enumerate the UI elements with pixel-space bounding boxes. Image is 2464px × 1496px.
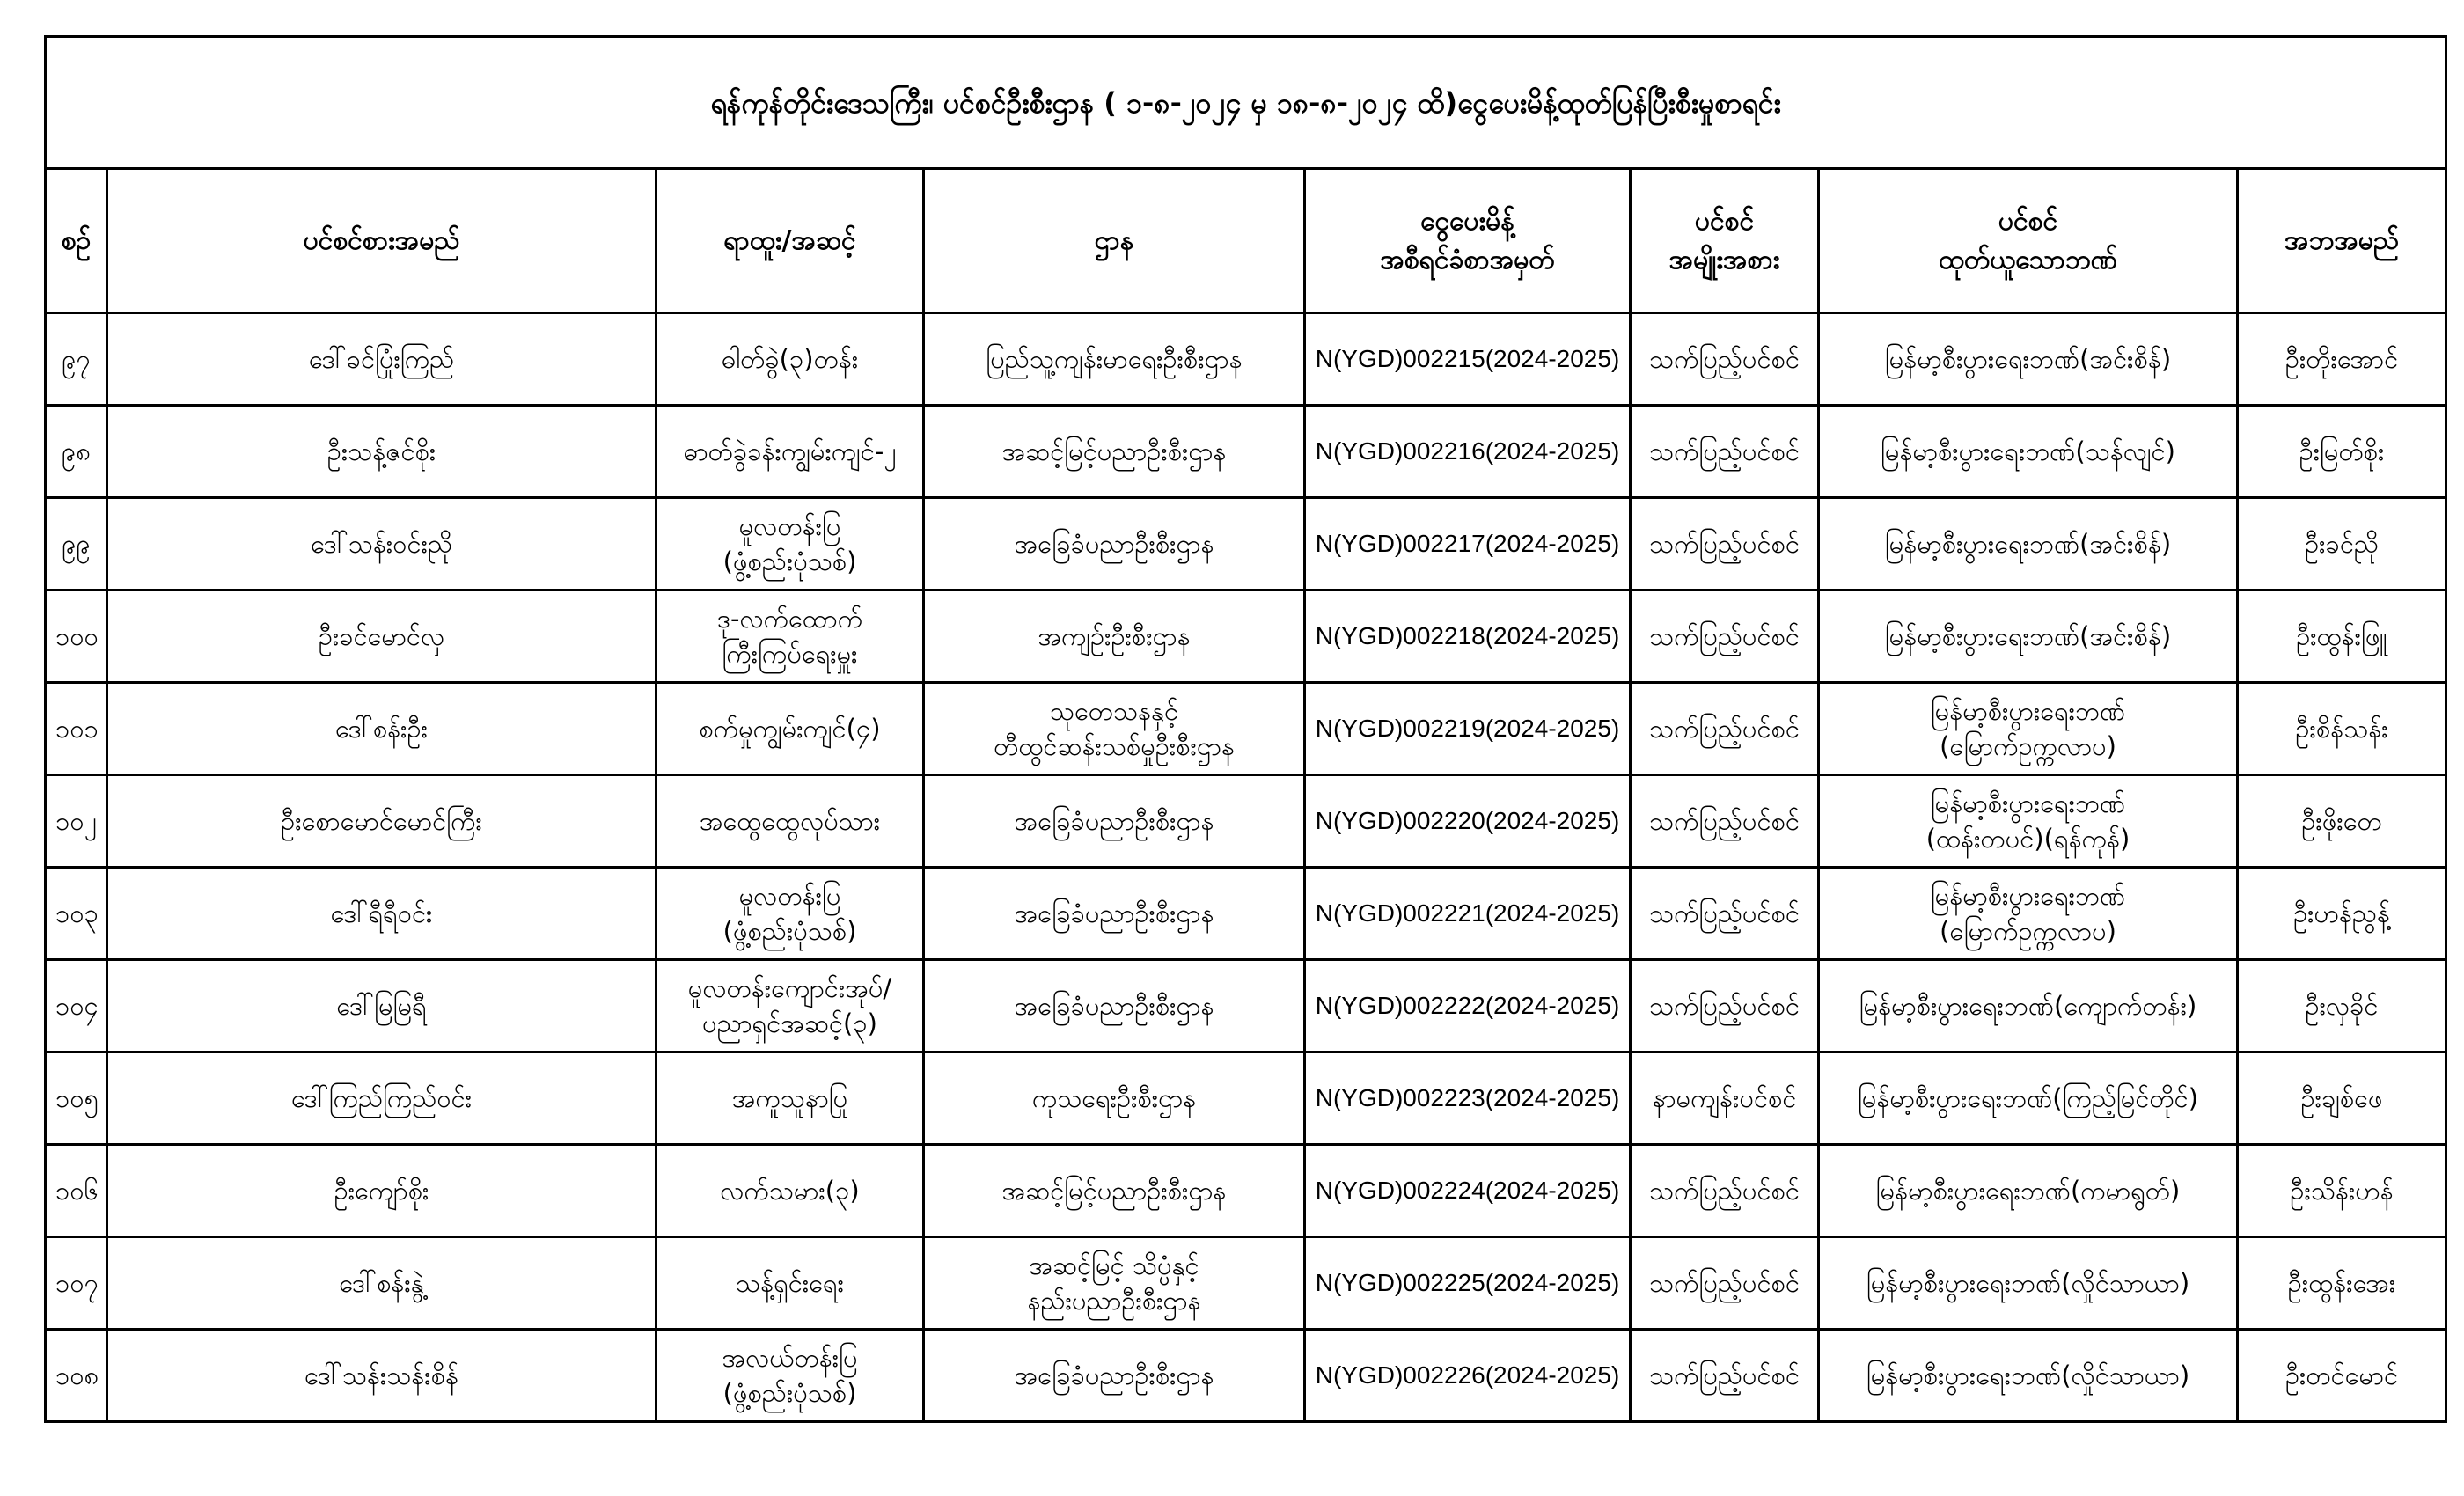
cell-line: သန့်ရှင်းရေး: [736, 1268, 844, 1298]
bank-cell: [1819, 775, 2238, 868]
rank-cell: [656, 960, 924, 1052]
cell-line: မြန်မာ့စီးပွားရေးဘဏ်(သန်လျင်): [1881, 436, 2175, 466]
cell-line: အကျဉ်းဦးစီးဌာန: [1038, 621, 1191, 651]
row-number: ၁၀၀: [46, 590, 107, 683]
col-type-header: [1631, 169, 1819, 313]
department-cell: [924, 775, 1305, 868]
cell-line: အခြေခံပညာဦးစီးဌာန: [1014, 991, 1214, 1021]
father-name: ဦးတင်မောင်: [2238, 1330, 2446, 1422]
pension-type: သက်ပြည့်ပင်စင်: [1631, 1237, 1819, 1330]
cell-line: လက်သမား(၃): [720, 1176, 860, 1206]
row-number: ၁၀၈: [46, 1330, 107, 1422]
pension-type: သက်ပြည့်ပင်စင်: [1631, 960, 1819, 1052]
col-dept-header: [924, 169, 1305, 313]
row-number: ၁၀၆: [46, 1145, 107, 1237]
rank-cell: [656, 313, 924, 406]
bank-cell: [1819, 313, 2238, 406]
col-ref-header: [1305, 169, 1631, 313]
cell-line: (မြောက်ဥက္ကလာပ): [1940, 916, 2116, 946]
rank-cell: [656, 683, 924, 775]
cell-line: ဓာတ်ခွဲခန်းကျွမ်းကျင်-၂: [683, 436, 897, 466]
pension-type: သက်ပြည့်ပင်စင်: [1631, 1145, 1819, 1237]
table-row: [46, 1330, 2446, 1422]
header-line: စဉ်: [61, 224, 92, 256]
table-row: [46, 1145, 2446, 1237]
payment-order-ref: N(YGD)002215(2024-2025): [1305, 313, 1631, 406]
cell-line: အဆင့်မြင့်ပညာဦးစီးဌာန: [1001, 1176, 1227, 1206]
row-number: ၁၀၅: [46, 1052, 107, 1145]
cell-line: (ထန်းတပင်)(ရန်ကုန်): [1925, 824, 2130, 854]
payment-order-ref: N(YGD)002216(2024-2025): [1305, 406, 1631, 498]
cell-line: ဓါတ်ခွဲ(၃)တန်း: [721, 344, 859, 374]
row-number: ၁၀၇: [46, 1237, 107, 1330]
father-name: ဦးခင်ညို: [2238, 498, 2446, 590]
pension-type: သက်ပြည့်ပင်စင်: [1631, 683, 1819, 775]
row-number: ၁၀၁: [46, 683, 107, 775]
header-line: အစီရင်ခံစာအမှတ်: [1380, 244, 1555, 275]
header-line: ထုတ်ယူသောဘဏ်: [1939, 244, 2117, 275]
header-line: ဌာန: [1094, 224, 1134, 256]
rank-cell: [656, 1330, 924, 1422]
department-cell: [924, 498, 1305, 590]
cell-line: မြန်မာ့စီးပွားရေးဘဏ်(အင်းစိန်): [1884, 621, 2172, 651]
pension-type: သက်ပြည့်ပင်စင်: [1631, 406, 1819, 498]
cell-line: အလယ်တန်းပြ: [722, 1343, 858, 1373]
department-cell: [924, 406, 1305, 498]
department-cell: [924, 868, 1305, 960]
cell-line: (ဖွံ့စည်းပုံသစ်): [722, 546, 857, 576]
payment-order-ref: N(YGD)002217(2024-2025): [1305, 498, 1631, 590]
rank-cell: [656, 1052, 924, 1145]
payment-order-ref: N(YGD)002225(2024-2025): [1305, 1237, 1631, 1330]
header-line: ငွေပေးမိန့်: [1420, 205, 1514, 237]
row-number: ၁၀၃: [46, 868, 107, 960]
cell-line: အဆင့်မြင့် သိပ္ပံနှင့်: [1029, 1250, 1199, 1280]
rank-cell: [656, 590, 924, 683]
father-name: ဦးဟန်ညွန့်: [2238, 868, 2446, 960]
pensioner-name: ဒေါ်မြမြရီ: [107, 960, 656, 1052]
table-row: [46, 406, 2446, 498]
cell-line: ပညာရှင်အဆင့်(၃): [702, 1008, 877, 1038]
col-name-header: [107, 169, 656, 313]
cell-line: ဒု-လက်ထောက်: [716, 604, 863, 634]
table-row: [46, 775, 2446, 868]
table-row: [46, 1237, 2446, 1330]
cell-line: စက်မှုကျွမ်းကျင်(၄): [699, 714, 881, 744]
row-number: ၉၇: [46, 313, 107, 406]
bank-cell: [1819, 1052, 2238, 1145]
father-name: ဦးထွန်းဖြူ: [2238, 590, 2446, 683]
bank-cell: [1819, 498, 2238, 590]
pensioner-name: ဒေါ်ရီရီဝင်း: [107, 868, 656, 960]
table-row: [46, 313, 2446, 406]
title-row: [46, 37, 2446, 169]
rank-cell: [656, 1237, 924, 1330]
father-name: ဦးချစ်ဖေ: [2238, 1052, 2446, 1145]
department-cell: [924, 683, 1305, 775]
pension-type: သက်ပြည့်ပင်စင်: [1631, 775, 1819, 868]
bank-cell: [1819, 406, 2238, 498]
pension-type: သက်ပြည့်ပင်စင်: [1631, 498, 1819, 590]
bank-cell: [1819, 590, 2238, 683]
cell-line: မြန်မာ့စီးပွားရေးဘဏ်(ကမာရွတ်): [1875, 1176, 2181, 1206]
cell-line: တီထွင်ဆန်းသစ်မှုဦးစီးဌာန: [994, 731, 1235, 761]
pension-table: [44, 35, 2447, 1423]
payment-order-ref: N(YGD)002222(2024-2025): [1305, 960, 1631, 1052]
header-line: ပင်စင်: [1694, 205, 1755, 237]
cell-line: မြန်မာ့စီးပွားရေးဘဏ်(လှိုင်သာယာ): [1866, 1360, 2190, 1390]
department-cell: [924, 1330, 1305, 1422]
pension-report-sheet: [44, 35, 2445, 1423]
cell-line: မြန်မာ့စီးပွားရေးဘဏ်(လှိုင်သာယာ): [1866, 1268, 2190, 1298]
header-line: ပင်စင်စားအမည်: [303, 224, 460, 256]
cell-line: မြန်မာ့စီးပွားရေးဘဏ်: [1930, 696, 2126, 726]
bank-cell: [1819, 960, 2238, 1052]
pensioner-name: ဒေါ်ခင်ပြုံးကြည်: [107, 313, 656, 406]
row-number: ၁၀၄: [46, 960, 107, 1052]
cell-line: အခြေခံပညာဦးစီးဌာန: [1014, 529, 1214, 559]
rank-cell: [656, 1145, 924, 1237]
department-cell: [924, 960, 1305, 1052]
pension-type: သက်ပြည့်ပင်စင်: [1631, 590, 1819, 683]
table-row: [46, 683, 2446, 775]
bank-cell: [1819, 1330, 2238, 1422]
cell-line: ကြီးကြပ်ရေးမှူး: [722, 639, 858, 669]
cell-line: မူလတန်းပြ: [738, 511, 841, 541]
pension-type: နာမကျန်းပင်စင်: [1631, 1052, 1819, 1145]
cell-line: အဆင့်မြင့်ပညာဦးစီးဌာန: [1001, 436, 1227, 466]
payment-order-ref: N(YGD)002221(2024-2025): [1305, 868, 1631, 960]
payment-order-ref: N(YGD)002219(2024-2025): [1305, 683, 1631, 775]
father-name: ဦးသိန်းဟန်: [2238, 1145, 2446, 1237]
bank-cell: [1819, 683, 2238, 775]
department-cell: [924, 1052, 1305, 1145]
pension-type: သက်ပြည့်ပင်စင်: [1631, 313, 1819, 406]
cell-line: နည်းပညာဦးစီးဌာန: [1027, 1286, 1201, 1316]
cell-line: (မြောက်ဥက္ကလာပ): [1940, 731, 2116, 761]
col-no-header: [46, 169, 107, 313]
cell-line: မူလတန်းပြ: [738, 881, 841, 911]
pension-type: သက်ပြည့်ပင်စင်: [1631, 1330, 1819, 1422]
pensioner-name: ဒေါ်စန်းနွဲ့: [107, 1237, 656, 1330]
bank-cell: [1819, 1237, 2238, 1330]
pensioner-name: ဦးကျော်စိုး: [107, 1145, 656, 1237]
cell-line: အခြေခံပညာဦးစီးဌာန: [1014, 898, 1214, 928]
pension-type: သက်ပြည့်ပင်စင်: [1631, 868, 1819, 960]
row-number: ၉၈: [46, 406, 107, 498]
father-name: ဦးထွန်းအေး: [2238, 1237, 2446, 1330]
department-cell: [924, 1145, 1305, 1237]
rank-cell: [656, 406, 924, 498]
cell-line: မြန်မာ့စီးပွားရေးဘဏ်: [1930, 788, 2126, 818]
father-name: ဦးဖိုးတေ: [2238, 775, 2446, 868]
table-row: [46, 960, 2446, 1052]
cell-line: မြန်မာ့စီးပွားရေးဘဏ်(ကျောက်တန်း): [1859, 991, 2197, 1021]
pensioner-name: ဦးစောမောင်မောင်ကြီး: [107, 775, 656, 868]
father-name: ဦးစိန်သန်း: [2238, 683, 2446, 775]
table-row: [46, 1052, 2446, 1145]
cell-line: (ဖွံ့စည်းပုံသစ်): [722, 1378, 857, 1408]
bank-cell: [1819, 1145, 2238, 1237]
report-title: ရန်ကုန်တိုင်းဒေသကြီး၊ ပင်စင်ဦးစီးဌာန ( ၁-၈-၂၀၂၄ မှ ၁၈-၈-၂၀၂၄ ထိ)ငွေပေးမိန့်ထုတ်ပြန်ပြီးစီးမှုစာရင်း: [46, 37, 2446, 169]
cell-line: သုတေသနနှင့်: [1049, 696, 1179, 726]
cell-line: အကူသူနာပြု: [731, 1083, 848, 1113]
father-name: ဦးမြတ်စိုး: [2238, 406, 2446, 498]
table-row: [46, 590, 2446, 683]
cell-line: မြန်မာ့စီးပွားရေးဘဏ်(အင်းစိန်): [1884, 529, 2172, 559]
col-bank-header: [1819, 169, 2238, 313]
cell-line: အထွေထွေလုပ်သား: [699, 806, 881, 836]
table-row: [46, 868, 2446, 960]
father-name: ဦးတိုးအောင်: [2238, 313, 2446, 406]
payment-order-ref: N(YGD)002218(2024-2025): [1305, 590, 1631, 683]
cell-line: မြန်မာ့စီးပွားရေးဘဏ်(ကြည့်မြင်တိုင်): [1857, 1083, 2199, 1113]
pensioner-name: ဒေါ်သန်းသန်းစိန်: [107, 1330, 656, 1422]
cell-line: (ဖွံ့စည်းပုံသစ်): [722, 916, 857, 946]
cell-line: အခြေခံပညာဦးစီးဌာန: [1014, 806, 1214, 836]
col-rank-header: [656, 169, 924, 313]
department-cell: [924, 1237, 1305, 1330]
header-line: ရာထူး/အဆင့်: [723, 224, 856, 256]
row-number: ၁၀၂: [46, 775, 107, 868]
father-name: ဦးလှခိုင်: [2238, 960, 2446, 1052]
cell-line: မြန်မာ့စီးပွားရေးဘဏ်(အင်းစိန်): [1884, 344, 2172, 374]
rank-cell: [656, 498, 924, 590]
rank-cell: [656, 775, 924, 868]
pensioner-name: ဒေါ်ကြည်ကြည်ဝင်း: [107, 1052, 656, 1145]
pensioner-name: ဒေါ်သန်းဝင်းညို: [107, 498, 656, 590]
payment-order-ref: N(YGD)002223(2024-2025): [1305, 1052, 1631, 1145]
rank-cell: [656, 868, 924, 960]
pensioner-name: ဦးခင်မောင်လှ: [107, 590, 656, 683]
payment-order-ref: N(YGD)002220(2024-2025): [1305, 775, 1631, 868]
bank-cell: [1819, 868, 2238, 960]
row-number: ၉၉: [46, 498, 107, 590]
header-line: အမျိုးအစား: [1668, 244, 1780, 275]
cell-line: မူလတန်းကျောင်းအုပ်/: [687, 973, 892, 1003]
table-row: [46, 498, 2446, 590]
pensioner-name: ဦးသန့်ဇင်စိုး: [107, 406, 656, 498]
header-row: [46, 169, 2446, 313]
col-father-header: [2238, 169, 2446, 313]
cell-line: အခြေခံပညာဦးစီးဌာန: [1014, 1360, 1214, 1390]
payment-order-ref: N(YGD)002226(2024-2025): [1305, 1330, 1631, 1422]
department-cell: [924, 590, 1305, 683]
cell-line: ပြည်သူ့ကျန်းမာရေးဦးစီးဌာန: [986, 344, 1243, 374]
cell-line: ကုသရေးဦးစီးဌာန: [1031, 1083, 1197, 1113]
cell-line: မြန်မာ့စီးပွားရေးဘဏ်: [1930, 881, 2126, 911]
payment-order-ref: N(YGD)002224(2024-2025): [1305, 1145, 1631, 1237]
header-line: အဘအမည်: [2284, 224, 2400, 256]
department-cell: [924, 313, 1305, 406]
header-line: ပင်စင်: [1998, 205, 2058, 237]
pensioner-name: ဒေါ်စန်းဦး: [107, 683, 656, 775]
